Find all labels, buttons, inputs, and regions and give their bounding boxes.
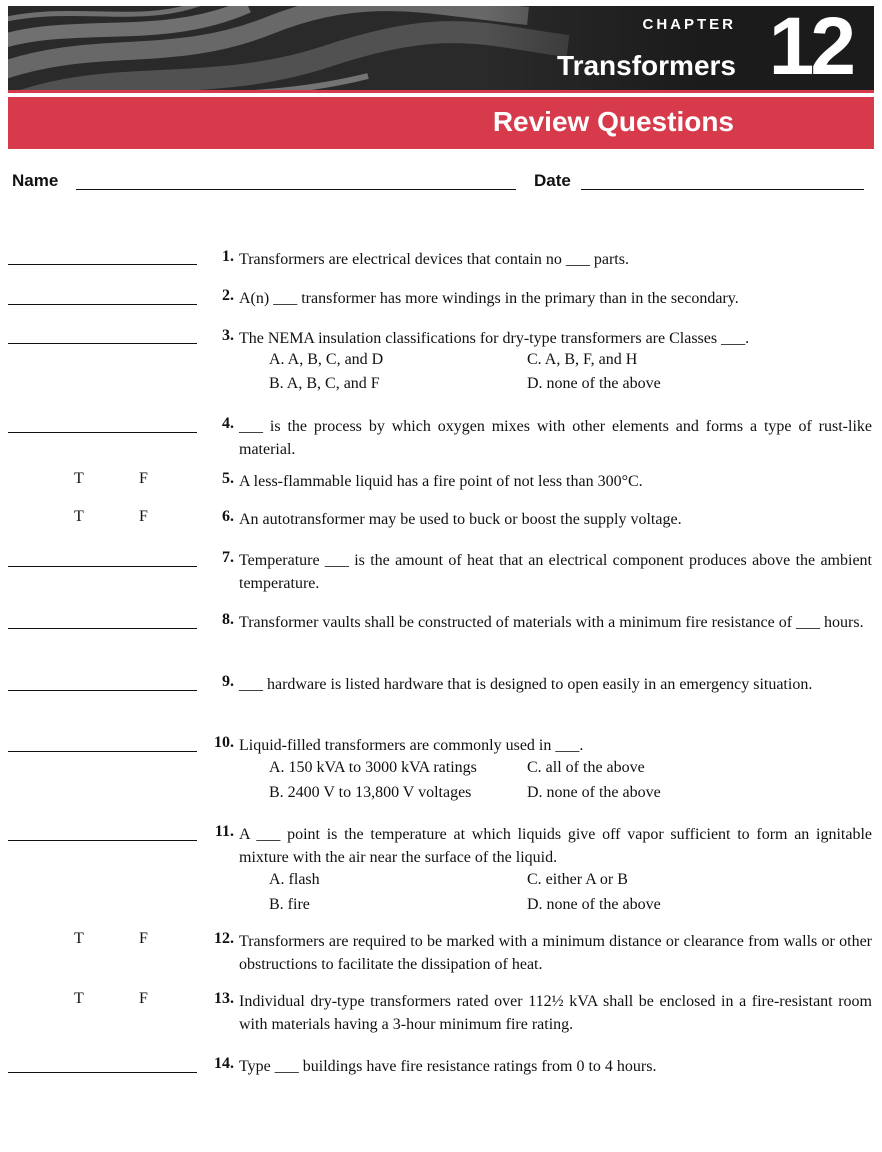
false-option[interactable]: F	[139, 508, 148, 525]
question-number: 14.	[214, 1055, 234, 1072]
answer-blank[interactable]	[8, 751, 197, 752]
true-option[interactable]: T	[74, 508, 84, 525]
question-text: Type ___ buildings have fire resistance ratings from 0 to 4 hours.	[239, 1058, 657, 1075]
answer-blank[interactable]	[8, 1072, 197, 1073]
false-option[interactable]: F	[139, 470, 148, 487]
answer-blank[interactable]	[8, 840, 197, 841]
question-number: 9.	[222, 673, 234, 690]
answer-option: A. 150 kVA to 3000 kVA ratings	[269, 759, 477, 776]
section-title: Review Questions	[492, 106, 734, 137]
date-label: Date	[534, 171, 571, 190]
answer-blank[interactable]	[8, 628, 197, 629]
question-number: 2.	[222, 287, 234, 304]
answer-option: A. A, B, C, and D	[269, 351, 384, 368]
chapter-number: 12	[768, 6, 852, 90]
question-text: A ___ point is the temperature at which liquids give off vapor sufficient to form an ignitable mixture with the air near the surface of the liquid.	[239, 826, 872, 866]
question-number: 3.	[222, 327, 234, 344]
answer-blank[interactable]	[8, 690, 197, 691]
chapter-label: CHAPTER	[642, 16, 736, 33]
answer-option: B. A, B, C, and F	[269, 375, 380, 392]
question-number: 11.	[214, 823, 234, 840]
question-text: ___ is the process by which oxygen mixes with other elements and forms a type of rust-like material.	[239, 418, 872, 458]
question-text: A(n) ___ transformer has more windings in the primary than in the secondary.	[239, 290, 739, 307]
answer-option: C. all of the above	[527, 759, 645, 776]
question-text: An autotransformer may be used to buck or boost the supply voltage.	[239, 511, 682, 528]
question-text: Transformers are electrical devices that contain no ___ parts.	[239, 251, 629, 268]
answer-option: A. flash	[269, 871, 320, 888]
false-option[interactable]: F	[139, 990, 148, 1007]
question-text: Transformer vaults shall be constructed of materials with a minimum fire resistance of ___ hours.	[239, 614, 864, 631]
answer-blank[interactable]	[8, 304, 197, 305]
question-number: 5.	[222, 470, 234, 487]
question-text: ___ hardware is listed hardware that is designed to open easily in an emergency situation.	[239, 676, 813, 693]
answer-option: C. either A or B	[527, 871, 628, 888]
question-text: Transformers are required to be marked with a minimum distance or clearance from walls or other obstructions to facilitate the dissipation of heat.	[239, 933, 872, 973]
answer-option: B. 2400 V to 13,800 V voltages	[269, 784, 472, 801]
chapter-header	[8, 6, 874, 90]
question-text: Liquid-filled transformers are commonly used in ___.	[239, 737, 584, 754]
question-number: 12.	[214, 930, 234, 947]
answer-option: D. none of the above	[527, 375, 661, 392]
question-text: Individual dry-type transformers rated over 112½ kVA shall be enclosed in a fire-resistant room with materials having a 3-hour minimum fire rating.	[239, 993, 872, 1033]
question-text: The NEMA insulation classifications for dry-type transformers are Classes ___.	[239, 330, 750, 347]
answer-blank[interactable]	[8, 432, 197, 433]
answer-option: D. none of the above	[527, 784, 661, 801]
question-number: 7.	[222, 549, 234, 566]
answer-blank[interactable]	[8, 264, 197, 265]
question-number: 13.	[214, 990, 234, 1007]
chapter-title: Transformers	[557, 50, 736, 81]
question-number: 1.	[222, 248, 234, 265]
answer-option: C. A, B, F, and H	[527, 351, 638, 368]
answer-option: D. none of the above	[527, 896, 661, 913]
header-divider	[8, 90, 874, 93]
answer-blank[interactable]	[8, 566, 197, 567]
question-number: 8.	[222, 611, 234, 628]
question-text: Temperature ___ is the amount of heat that an electrical component produces above the ambient temperature.	[239, 552, 872, 592]
answer-blank[interactable]	[8, 343, 197, 344]
true-option[interactable]: T	[74, 470, 84, 487]
section-banner	[8, 97, 874, 149]
date-field[interactable]	[581, 189, 864, 190]
name-label: Name	[12, 171, 59, 190]
cable-graphic-icon	[8, 6, 874, 90]
false-option[interactable]: F	[139, 930, 148, 947]
question-number: 10.	[214, 734, 234, 751]
answer-option: B. fire	[269, 896, 310, 913]
question-number: 6.	[222, 508, 234, 525]
question-number: 4.	[222, 415, 234, 432]
name-field[interactable]	[76, 189, 516, 190]
true-option[interactable]: T	[74, 990, 84, 1007]
question-text: A less-flammable liquid has a fire point of not less than 300°C.	[239, 473, 643, 490]
true-option[interactable]: T	[74, 930, 84, 947]
